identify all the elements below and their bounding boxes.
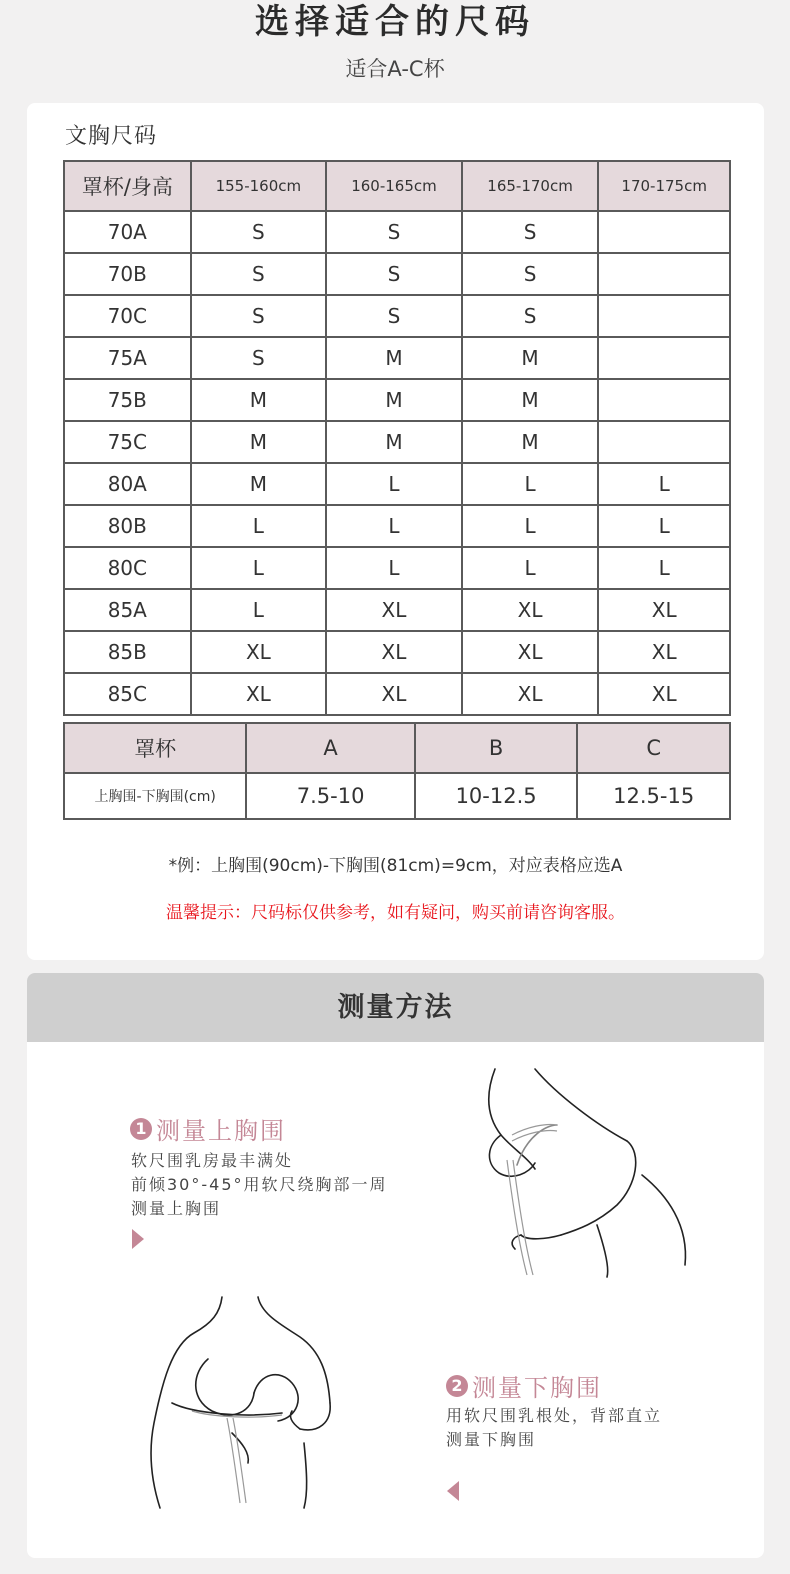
size-cell: L bbox=[191, 505, 327, 547]
size-table-row bbox=[64, 463, 730, 505]
size-cell: M bbox=[191, 463, 327, 505]
step1-line: 前倾30°-45°用软尺绕胸部一周 bbox=[131, 1175, 388, 1194]
bra-size-cell: 70B bbox=[64, 253, 191, 295]
size-cell: M bbox=[326, 337, 462, 379]
size-cell: M bbox=[462, 337, 599, 379]
size-cell: M bbox=[191, 421, 327, 463]
size-cell: XL bbox=[462, 631, 599, 673]
size-cell: L bbox=[326, 463, 462, 505]
size-cell: XL bbox=[598, 589, 730, 631]
size-cell: L bbox=[191, 589, 327, 631]
size-cell: XL bbox=[462, 589, 599, 631]
bra-size-cell: 70C bbox=[64, 295, 191, 337]
step2-title-text: 测量下胸围 bbox=[472, 1374, 602, 1402]
size-cell bbox=[598, 211, 730, 253]
cup-row-label: 上胸围-下胸围(cm) bbox=[64, 773, 246, 819]
step1-description bbox=[131, 1149, 388, 1221]
size-cell: M bbox=[191, 379, 327, 421]
bra-size-cell: 80C bbox=[64, 547, 191, 589]
step1-line: 软尺围乳房最丰满处 bbox=[131, 1151, 294, 1170]
step2-line: 测量下胸围 bbox=[446, 1430, 537, 1449]
size-cell: M bbox=[326, 421, 462, 463]
cup-value-cell: 7.5-10 bbox=[246, 773, 414, 819]
size-cell: XL bbox=[191, 673, 327, 715]
size-cell: S bbox=[462, 253, 599, 295]
upper-bust-illustration bbox=[457, 1065, 697, 1280]
cup-header-cell: A bbox=[246, 723, 414, 773]
size-cell: S bbox=[326, 295, 462, 337]
bra-size-table bbox=[63, 160, 731, 716]
size-cell: M bbox=[462, 421, 599, 463]
cup-table-row bbox=[64, 773, 730, 819]
size-cell bbox=[598, 253, 730, 295]
step2-description bbox=[446, 1404, 662, 1452]
size-table-row bbox=[64, 589, 730, 631]
step2-title bbox=[446, 1368, 602, 1403]
bra-size-cell: 80B bbox=[64, 505, 191, 547]
step1-title bbox=[130, 1111, 286, 1146]
cup-header-cell: B bbox=[415, 723, 578, 773]
header-cell: 155-160cm bbox=[191, 161, 327, 211]
size-table-row bbox=[64, 673, 730, 715]
size-cell bbox=[598, 421, 730, 463]
size-table-row bbox=[64, 253, 730, 295]
size-cell bbox=[598, 337, 730, 379]
size-cell: L bbox=[462, 463, 599, 505]
bra-size-heading: 文胸尺码 bbox=[65, 124, 158, 149]
measure-method-card bbox=[27, 973, 764, 1558]
size-table-header-row bbox=[64, 161, 730, 211]
header-cell: 165-170cm bbox=[462, 161, 599, 211]
size-cell: L bbox=[598, 547, 730, 589]
step2-number: 2 bbox=[446, 1375, 468, 1397]
warning-note: 温馨提示：尺码标仅供参考，如有疑问，购买前请咨询客服。 bbox=[166, 903, 625, 923]
size-cell bbox=[598, 379, 730, 421]
size-cell: S bbox=[326, 211, 462, 253]
bra-size-cell: 70A bbox=[64, 211, 191, 253]
example-note: *例：上胸围(90cm)-下胸围(81cm)=9cm，对应表格应选A bbox=[168, 856, 623, 876]
page-title: 选择适合的尺码 bbox=[255, 2, 535, 42]
header-cell: 170-175cm bbox=[598, 161, 730, 211]
bra-size-cell: 75C bbox=[64, 421, 191, 463]
arrow-left-icon bbox=[447, 1481, 459, 1501]
size-cell: S bbox=[191, 337, 327, 379]
under-bust-illustration bbox=[132, 1293, 362, 1513]
size-cell: L bbox=[462, 505, 599, 547]
bra-size-cell: 85C bbox=[64, 673, 191, 715]
size-cell bbox=[598, 295, 730, 337]
size-table-row bbox=[64, 295, 730, 337]
bra-size-cell: 80A bbox=[64, 463, 191, 505]
size-cell: M bbox=[462, 379, 599, 421]
size-cell: XL bbox=[598, 631, 730, 673]
cup-header-cell: 罩杯 bbox=[64, 723, 246, 773]
size-cell: XL bbox=[462, 673, 599, 715]
size-cell: L bbox=[191, 547, 327, 589]
size-table-row bbox=[64, 547, 730, 589]
size-table-row bbox=[64, 631, 730, 673]
size-cell: XL bbox=[598, 673, 730, 715]
size-table-row bbox=[64, 421, 730, 463]
page-subtitle: 适合A-C杯 bbox=[345, 57, 445, 81]
size-cell: L bbox=[598, 505, 730, 547]
arrow-right-icon bbox=[132, 1229, 144, 1249]
size-cell: XL bbox=[326, 589, 462, 631]
size-cell: XL bbox=[191, 631, 327, 673]
size-table-row bbox=[64, 211, 730, 253]
cup-table bbox=[63, 722, 731, 820]
size-cell: L bbox=[462, 547, 599, 589]
size-cell: S bbox=[191, 211, 327, 253]
size-cell: L bbox=[326, 505, 462, 547]
bra-size-cell: 75A bbox=[64, 337, 191, 379]
cup-table-header-row bbox=[64, 723, 730, 773]
cup-header-cell: C bbox=[577, 723, 730, 773]
header-cell: 160-165cm bbox=[326, 161, 462, 211]
size-cell: S bbox=[462, 295, 599, 337]
bra-size-cell: 75B bbox=[64, 379, 191, 421]
size-cell: S bbox=[326, 253, 462, 295]
size-cell: S bbox=[191, 253, 327, 295]
bra-size-cell: 85B bbox=[64, 631, 191, 673]
step1-line: 测量上胸围 bbox=[131, 1199, 222, 1218]
step1-title-text: 测量上胸围 bbox=[156, 1117, 286, 1145]
size-cell: S bbox=[191, 295, 327, 337]
size-cell: XL bbox=[326, 673, 462, 715]
size-table-row bbox=[64, 379, 730, 421]
size-table-row bbox=[64, 337, 730, 379]
size-cell: XL bbox=[326, 631, 462, 673]
step2-line: 用软尺围乳根处，背部直立 bbox=[446, 1406, 663, 1425]
size-chart-card bbox=[27, 103, 764, 960]
step1-number: 1 bbox=[130, 1118, 152, 1140]
bra-size-cell: 85A bbox=[64, 589, 191, 631]
size-cell: M bbox=[326, 379, 462, 421]
cup-value-cell: 12.5-15 bbox=[577, 773, 730, 819]
cup-value-cell: 10-12.5 bbox=[415, 773, 578, 819]
header-cell: 罩杯/身高 bbox=[64, 161, 191, 211]
size-cell: L bbox=[598, 463, 730, 505]
size-cell: L bbox=[326, 547, 462, 589]
size-table-row bbox=[64, 505, 730, 547]
method-title: 测量方法 bbox=[27, 973, 764, 1042]
size-cell: S bbox=[462, 211, 599, 253]
